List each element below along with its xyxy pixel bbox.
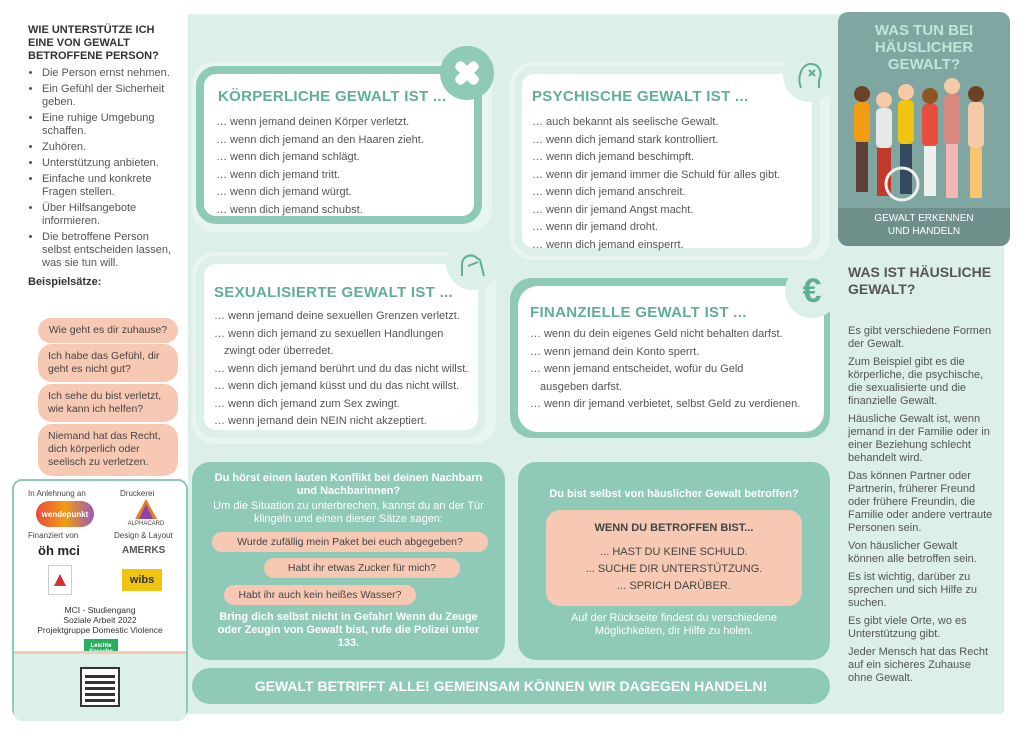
affected-line: ... SPRICH DARÜBER. <box>617 580 731 592</box>
card-line: … wenn dich jemand tritt. <box>216 168 341 181</box>
card-line: … wenn dich jemand zu sexuellen Handlungen <box>214 327 444 340</box>
list-item: • Unterstützung anbieten. <box>42 157 178 170</box>
credits-card <box>12 479 188 719</box>
oehmci-logo: öh mci <box>38 543 80 558</box>
psychological-violence-card <box>514 66 820 256</box>
affected-line: ... HAST DU KEINE SCHULD. <box>600 546 748 558</box>
card-line: … wenn dir jemand Angst macht. <box>532 203 694 216</box>
card-line: … wenn dich jemand würgt. <box>216 186 352 198</box>
card-line: … wenn dich jemand an den Haaren zieht. <box>216 133 424 146</box>
list-item: • Über Hilfsangebote informieren. <box>42 202 178 228</box>
sexual-violence-card <box>196 256 486 438</box>
credit-label: Druckerei <box>120 489 155 498</box>
card-line: ausgeben darfst. <box>540 380 622 393</box>
card-title: FINANZIELLE GEWALT IST ... <box>530 304 747 321</box>
support-heading: WIE UNTERSTÜTZE ICH EINE VON GEWALT BETROFFENE PERSON? <box>28 24 159 62</box>
card-line: … auch bekannt als seelische Gewalt. <box>532 116 719 128</box>
alphacard-text: ALPHACARD <box>127 521 165 527</box>
card-line: … wenn dich jemand zum Sex zwingt. <box>214 397 400 410</box>
example-bubble: Ich sehe du bist verletzt, wie kann ich helfen? <box>38 384 178 422</box>
qr-code[interactable] <box>82 669 118 705</box>
card-line: … wenn dir jemand verbietet, selbst Geld zu verdienen. <box>530 398 801 410</box>
card-line: … wenn dich jemand stark kontrolliert. <box>532 133 719 146</box>
financial-violence-card <box>518 286 824 432</box>
right-paragraph: Jeder Mensch hat das Recht auf ein sicheres Zuhause ohne Gewalt. <box>848 646 989 684</box>
project-line: Soziale Arbeit 2022 <box>63 615 137 625</box>
affected-box-title: WENN DU BETROFFEN BIST... <box>594 522 754 534</box>
credit-label: Finanziert von <box>28 531 79 540</box>
card-lines <box>214 308 468 431</box>
affected-line: ... SUCHE DIR UNTERSTÜTZUNG. <box>585 563 763 575</box>
affected-message-box <box>546 510 802 606</box>
list-item: • Die Person ernst nehmen. <box>42 67 178 80</box>
neighbor-bottom: Bring dich selbst nicht in Gefahr! Wenn du Zeuge oder Zeugin von Gewalt bist, rufe die Polizei unter 133. <box>217 611 480 649</box>
card-line: … wenn du dein eigenes Geld nicht behalten darfst. <box>530 328 783 340</box>
wibs-logo: wibs <box>122 569 162 591</box>
euro-glyph: € <box>802 271 822 310</box>
card-line: … wenn dich jemand schubst. <box>216 203 363 216</box>
right-text <box>848 325 996 690</box>
card-line: … wenn dir jemand immer die Schuld für alles gibt. <box>532 168 781 181</box>
wendepunkt-logo: wendepunkt <box>36 501 94 527</box>
support-list <box>28 67 178 270</box>
leichte-sprache-logo: Leichte <box>84 639 118 659</box>
card-line: … wenn dich jemand berührt und du das nicht willst. <box>214 362 469 375</box>
tirol-logo <box>48 565 72 595</box>
alphacard-logo <box>126 499 166 529</box>
list-item: • Eine ruhige Umgebung schaffen. <box>42 112 178 138</box>
phrase-bubble: Habt ihr auch kein heißes Wasser? <box>224 585 416 605</box>
physical-violence-card <box>196 66 482 224</box>
right-paragraph: Häusliche Gewalt ist, wenn jemand in der Familie oder in einer Beziehung schlecht behandelt wird. <box>848 413 990 464</box>
card-lines <box>216 114 424 219</box>
right-paragraph: Es ist wichtig, darüber zu sprechen und sich Hilfe zu suchen. <box>848 571 978 609</box>
bottom-banner: GEWALT BETRIFFT ALLE! GEMEINSAM KÖNNEN WIR DAGEGEN HANDELN! <box>192 668 830 704</box>
card-line: … wenn jemand entscheidet, wofür du Geld <box>530 363 744 375</box>
cover-card <box>838 12 1010 246</box>
right-heading: WAS IST HÄUSLICHE GEWALT? <box>848 264 992 297</box>
right-paragraph: Zum Beispiel gibt es die körperliche, die psychische, die sexualisierte und die finanzielle Gewalt. <box>848 356 984 407</box>
example-bubble: Wie geht es dir zuhause? <box>38 318 178 343</box>
right-paragraph: Es gibt viele Orte, wo es Unterstützung gibt. <box>848 615 967 640</box>
card-line: … wenn dir jemand droht. <box>532 221 658 233</box>
card-lines <box>532 114 780 254</box>
credit-label: Design & Layout <box>114 531 173 540</box>
example-bubble: Ich habe das Gefühl, dir geht es nicht gut? <box>38 344 178 382</box>
neighbor-title: Du hörst einen lauten Konflikt bei deinen Nachbarn und Nachbarinnen? <box>214 472 483 497</box>
examples-heading: Beispielsätze: <box>28 276 102 288</box>
triangle-icon <box>135 499 157 519</box>
card-title: KÖRPERLICHE GEWALT IST ... <box>218 88 447 105</box>
card-line: … wenn dich jemand einsperrt. <box>532 238 684 251</box>
bandage-icon <box>440 46 494 100</box>
project-line: MCI - Studiengang <box>64 605 136 615</box>
card-line: … wenn jemand dein Konto sperrt. <box>530 345 700 358</box>
card-title: SEXUALISIERTE GEWALT IST ... <box>214 284 453 301</box>
hand-touch-icon <box>446 236 500 290</box>
list-item: • Ein Gefühl der Sicherheit geben. <box>42 83 178 109</box>
card-line: … wenn dich jemand schlägt. <box>216 151 360 163</box>
phrase-bubble: Wurde zufällig mein Paket bei euch abgegeben? <box>212 532 488 552</box>
credit-label: In Anlehnung an <box>28 489 86 498</box>
self-bottom: Auf der Rückseite findest du verschiedene Möglichkeiten, dir Hilfe zu holen. <box>570 612 778 637</box>
card-lines <box>530 326 800 414</box>
right-paragraph: Von häuslicher Gewalt können alle betroffen sein. <box>848 540 977 565</box>
card-title: PSYCHISCHE GEWALT IST ... <box>532 88 749 105</box>
card-line: … wenn dich jemand beschimpft. <box>532 151 695 163</box>
amerks-logo: AMERKS <box>122 545 166 556</box>
project-info <box>14 605 186 635</box>
self-affected-box <box>518 462 830 660</box>
cover-subtitle: GEWALT ERKENNEN UND HANDELN <box>838 208 1010 246</box>
phrase-bubble: Habt ihr etwas Zucker für mich? <box>264 558 460 578</box>
list-item: • Zuhören. <box>42 141 178 154</box>
list-item: • Einfache und konkrete Fragen stellen. <box>42 173 178 199</box>
affected-lines <box>546 544 802 595</box>
people-illustration <box>844 72 1004 208</box>
card-line: … wenn jemand deinen Körper verletzt. <box>216 116 410 128</box>
card-line: … wenn dich jemand küsst und du das nicht willst. <box>214 380 460 392</box>
card-line: zwingt oder überredet. <box>224 345 334 357</box>
eagle-icon <box>52 572 68 588</box>
example-bubble: Niemand hat das Recht, dich körperlich oder seelisch zu verletzen. <box>38 424 178 476</box>
euro-icon <box>785 264 839 318</box>
self-title: Du bist selbst von häuslicher Gewalt betroffen? <box>549 488 799 500</box>
card-line: … wenn dich jemand anschreit. <box>532 186 686 198</box>
right-paragraph: Das können Partner oder Partnerin, früherer Freund oder frühere Freundin, die Familie oder andere vertraute Personen sein. <box>848 470 993 534</box>
list-item: • Die betroffene Person selbst entscheiden lassen, was sie tun will. <box>42 231 178 270</box>
cover-title: WAS TUN BEI HÄUSLICHER GEWALT? <box>874 22 974 73</box>
head-worry-icon <box>783 48 837 102</box>
project-line: Projektgruppe Domestic Violence <box>37 625 163 635</box>
right-paragraph: Es gibt verschiedene Formen der Gewalt. <box>848 325 992 350</box>
neighbor-text: Um die Situation zu unterbrechen, kannst du an der Tür klingeln und einen dieser Sätze sagen: <box>213 500 484 525</box>
card-line: … wenn jemand dein NEIN nicht akzeptiert. <box>214 415 427 427</box>
support-section <box>28 24 178 293</box>
card-line: … wenn jemand deine sexuellen Grenzen verletzt. <box>214 310 460 322</box>
